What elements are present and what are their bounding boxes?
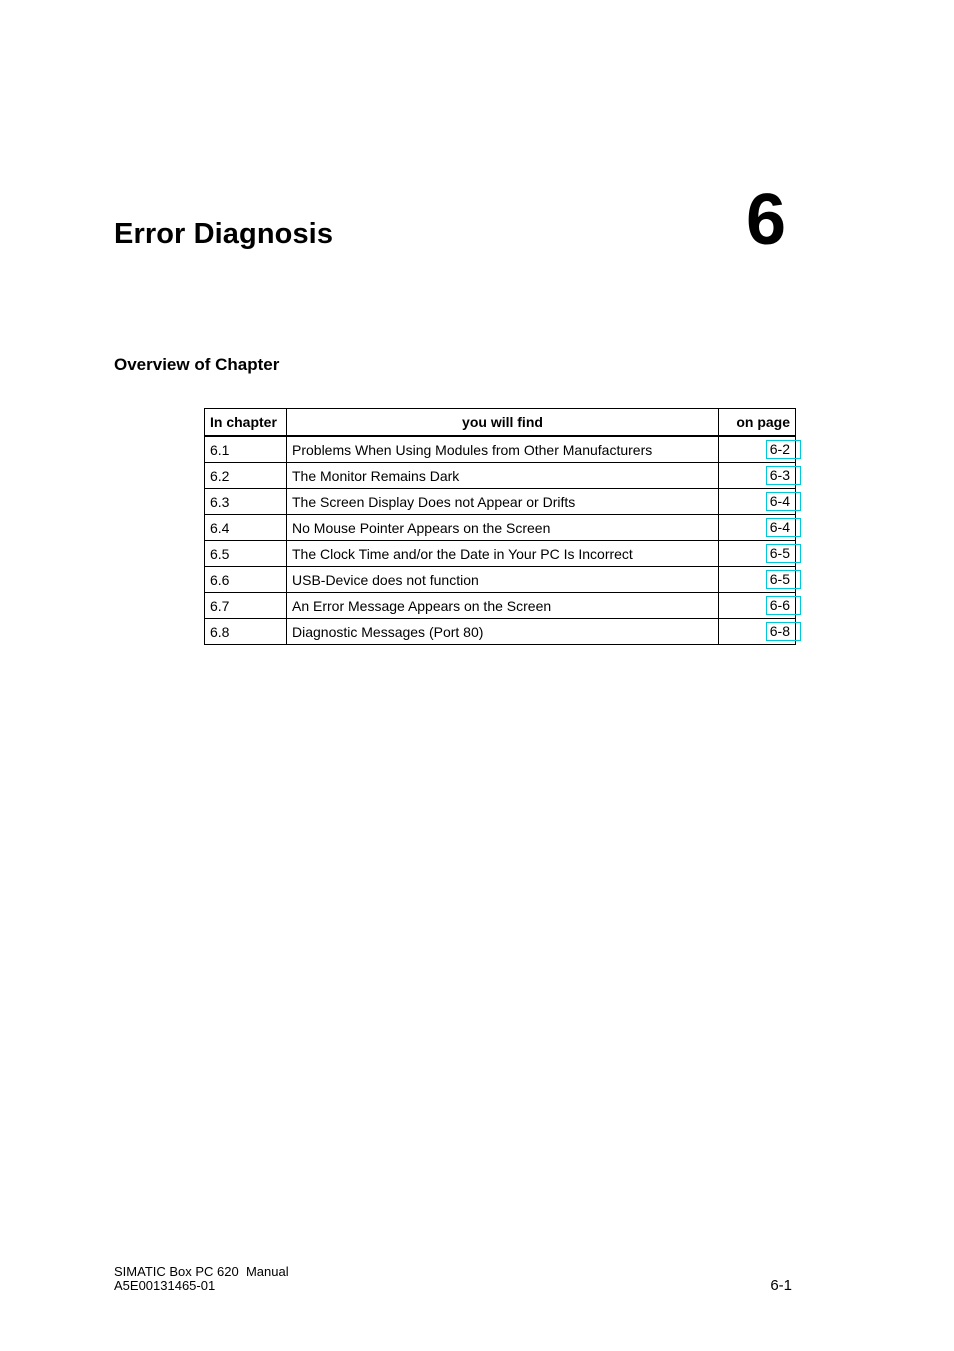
- footer-page-number: 6-1: [770, 1277, 792, 1294]
- table-row: [205, 593, 796, 619]
- row-chapter-number: 6.6: [205, 567, 287, 593]
- header-in-chapter: In chapter: [205, 409, 287, 437]
- page-link[interactable]: 6-4: [766, 492, 801, 511]
- overview-heading: Overview of Chapter: [114, 355, 280, 374]
- row-chapter-number: 6.5: [205, 541, 287, 567]
- table-row: [205, 567, 796, 593]
- row-section-title: No Mouse Pointer Appears on the Screen: [287, 515, 719, 541]
- page-link[interactable]: 6-8: [766, 622, 801, 641]
- row-page-cell: [719, 515, 796, 541]
- row-section-title: The Clock Time and/or the Date in Your PC Is Incorrect: [287, 541, 719, 567]
- row-chapter-number: 6.7: [205, 593, 287, 619]
- row-chapter-number: 6.4: [205, 515, 287, 541]
- header-on-page: on page: [719, 409, 796, 437]
- row-section-title: Diagnostic Messages (Port 80): [287, 619, 719, 645]
- chapter-number: 6: [745, 180, 786, 260]
- row-page-cell: [719, 619, 796, 645]
- page-link[interactable]: 6-2: [766, 440, 801, 459]
- row-section-title: USB-Device does not function: [287, 567, 719, 593]
- row-page-cell: [719, 593, 796, 619]
- row-page-cell: [719, 463, 796, 489]
- page-link[interactable]: 6-4: [766, 518, 801, 537]
- row-section-title: The Screen Display Does not Appear or Drifts: [287, 489, 719, 515]
- table-row: [205, 489, 796, 515]
- row-page-cell: [719, 541, 796, 567]
- row-section-title: The Monitor Remains Dark: [287, 463, 719, 489]
- table-row: [205, 619, 796, 645]
- footer-manual-info: [114, 1265, 289, 1293]
- table-row: [205, 436, 796, 463]
- footer-manual-title: SIMATIC Box PC 620 Manual: [114, 1264, 289, 1279]
- row-chapter-number: 6.1: [205, 436, 287, 463]
- table-row: [205, 463, 796, 489]
- page-link[interactable]: 6-3: [766, 466, 801, 485]
- table-row: [205, 515, 796, 541]
- row-chapter-number: 6.3: [205, 489, 287, 515]
- table-body: [205, 436, 796, 645]
- page-link[interactable]: 6-5: [766, 544, 801, 563]
- chapter-title: Error Diagnosis: [114, 218, 334, 250]
- table-header: [205, 409, 796, 437]
- footer-order-number: A5E00131465-01: [114, 1278, 216, 1293]
- chapter-overview-table: [204, 408, 796, 645]
- header-you-will-find: you will find: [287, 409, 719, 437]
- row-section-title: Problems When Using Modules from Other Manufacturers: [287, 436, 719, 463]
- row-page-cell: [719, 489, 796, 515]
- table-row: [205, 541, 796, 567]
- row-chapter-number: 6.2: [205, 463, 287, 489]
- row-page-cell: [719, 436, 796, 463]
- row-section-title: An Error Message Appears on the Screen: [287, 593, 719, 619]
- page-link[interactable]: 6-6: [766, 596, 801, 615]
- table-header-row: [205, 409, 796, 437]
- row-chapter-number: 6.8: [205, 619, 287, 645]
- row-page-cell: [719, 567, 796, 593]
- page-link[interactable]: 6-5: [766, 570, 801, 589]
